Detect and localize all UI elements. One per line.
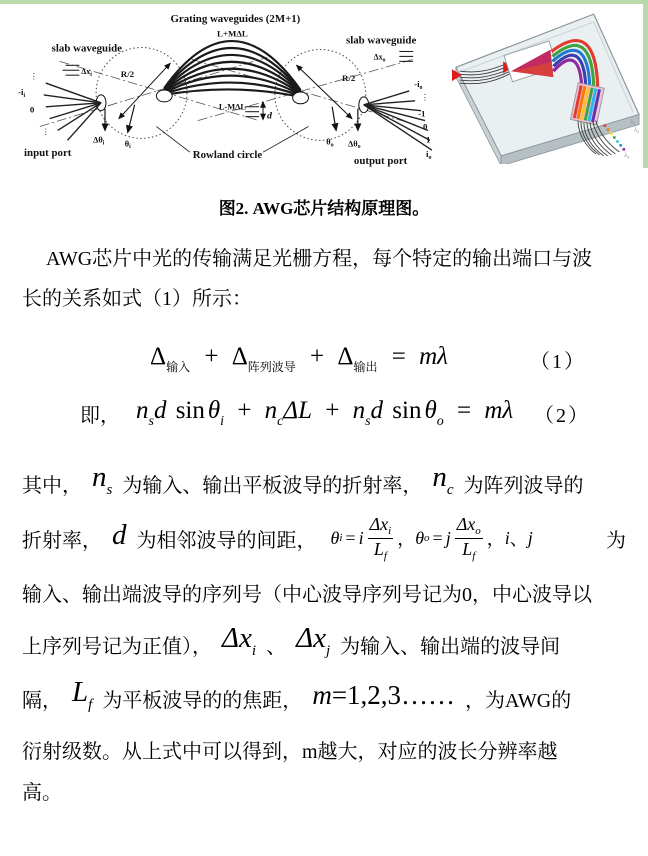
output-index-one: 1 <box>426 134 431 145</box>
input-port-label: input port <box>24 147 72 160</box>
r-half-left-label: R/2 <box>120 69 135 80</box>
paragraph-1-line-1: AWG芯片中光的传输满足光栅方程，每个特定的输出端口与波 <box>46 248 593 270</box>
text-run: 为输入、输出平板波导的折射率， <box>122 474 423 497</box>
paragraph-2-line-6 <box>0 735 648 764</box>
input-index-neg: $-i_i$ <box>18 86 26 99</box>
equation-2 <box>0 397 648 430</box>
inline-math-dxi: $\Delta x_i$ <box>222 622 257 660</box>
paragraph-2-line-7 <box>0 776 648 805</box>
dx-input-label: $\Delta x_i$ <box>81 67 92 79</box>
input-index-zero: 0 <box>29 104 35 115</box>
l-minus-label: L-MΔL <box>218 102 246 112</box>
output-index-pos: $i_o$ <box>426 149 432 162</box>
l-plus-label: L+MΔL <box>216 28 248 39</box>
text-run: 输入、输出端波导的序列号（中心波导序列号记为0，中心波导以 <box>22 584 592 607</box>
text-run: 为平板波导的的焦距， <box>102 689 303 712</box>
output-index-neg1: -1 <box>418 108 426 119</box>
awg-chip-3d-image <box>450 8 643 164</box>
d-label: d <box>266 110 272 122</box>
inline-math-nc: $n_c$ <box>432 461 454 498</box>
paragraph-2-line-5 <box>0 676 648 717</box>
equation-1-body: $\Delta_{输入} + \Delta_{阵列波导} + \Delta_{输出} = m\lambda$ <box>150 343 448 374</box>
text-run: 为阵列波导的 <box>463 474 584 497</box>
theta-input-label: $\theta_i$ <box>124 139 131 151</box>
text-run: 为 <box>606 529 626 552</box>
input-index-dots-top: ⋮ <box>29 72 38 82</box>
waveguide-arcs <box>164 41 300 97</box>
r-half-right-label: R/2 <box>342 73 356 84</box>
inline-fraction-group: θ i = i $\Delta x_i$ $L_f$ ， θ o = j $\Delta x_o$ $L_f$ ， i 、 j <box>330 514 533 562</box>
grating-title: Grating waveguides (2M+1) <box>170 12 301 25</box>
equation-2-number: （2） <box>534 405 590 427</box>
text-run: 为输入、输出端的波导间 <box>340 635 561 658</box>
awg-schematic-diagram <box>14 8 438 168</box>
equation-1-number: （1） <box>530 350 586 373</box>
equation-1 <box>0 343 648 375</box>
paragraph-1 <box>0 239 648 319</box>
inline-math-lf: $L_f$ <box>72 676 93 714</box>
paragraph-2-line-2 <box>0 514 648 562</box>
inline-math-d: d <box>112 518 127 551</box>
text-run: 衍射级数。从上式中可以得到，m越大，对应的波长分辨率越 <box>22 741 558 764</box>
paragraph-1-line-2: 长的关系如式（1）所示： <box>22 288 252 310</box>
dx-output-label: $\Delta x_o$ <box>373 52 386 64</box>
equation-2-prefix: 即， <box>80 405 120 427</box>
text-run: 折射率， <box>22 529 102 552</box>
dtheta-output-label: $\Delta\theta_o$ <box>347 139 361 151</box>
output-index-dots: ⋮ <box>421 92 429 102</box>
output-port-label: output port <box>353 155 408 168</box>
text-run: 、 <box>266 635 287 658</box>
inline-math-dxj: $\Delta x_j$ <box>296 622 331 660</box>
figure-caption: 图2. AWG芯片结构原理图。 <box>218 199 430 218</box>
output-index-zero: 0 <box>423 121 428 132</box>
output-index-neg: $-i_o$ <box>414 79 423 91</box>
rowland-label: Rowland circle <box>192 149 263 162</box>
slab-right-label: slab waveguide <box>346 34 417 47</box>
inline-math-m-series: m=1,2,3…… <box>312 679 456 710</box>
inline-math-ns: $n_s$ <box>92 461 113 498</box>
dtheta-input-label: $\Delta\theta_i$ <box>93 135 105 147</box>
text-run: 高。 <box>22 782 62 805</box>
lambda-2-label: $\lambda_2$ <box>634 126 640 134</box>
text-run: 其中， <box>22 474 82 497</box>
figure-2 <box>0 0 648 168</box>
slab-left-label: slab waveguide <box>51 42 122 55</box>
paragraph-2-line-3 <box>0 578 648 607</box>
text-run: 为相邻波导的间距， <box>136 529 317 552</box>
text-run: ，为AWG的 <box>465 689 572 712</box>
paragraph-2-line-4 <box>0 622 648 663</box>
lambda-n-label: $\lambda_n$ <box>624 151 630 160</box>
text-run: 上序列号记为正值）， <box>22 635 212 658</box>
chip-body <box>456 14 639 164</box>
theta-output-label: $\theta_o$ <box>326 137 334 149</box>
lambda-1-label: $\lambda_1$ <box>630 118 636 126</box>
input-index-dots-bottom: ⋮ <box>41 127 50 137</box>
text-run: 隔， <box>22 689 62 712</box>
input-fan <box>41 83 101 140</box>
equation-2-body: $n_sd$ $\sin \theta_i + n_c\Delta L + n_sd$ $\sin \theta_o = m\lambda$ <box>136 397 514 429</box>
paragraph-2-line-1 <box>0 461 648 502</box>
